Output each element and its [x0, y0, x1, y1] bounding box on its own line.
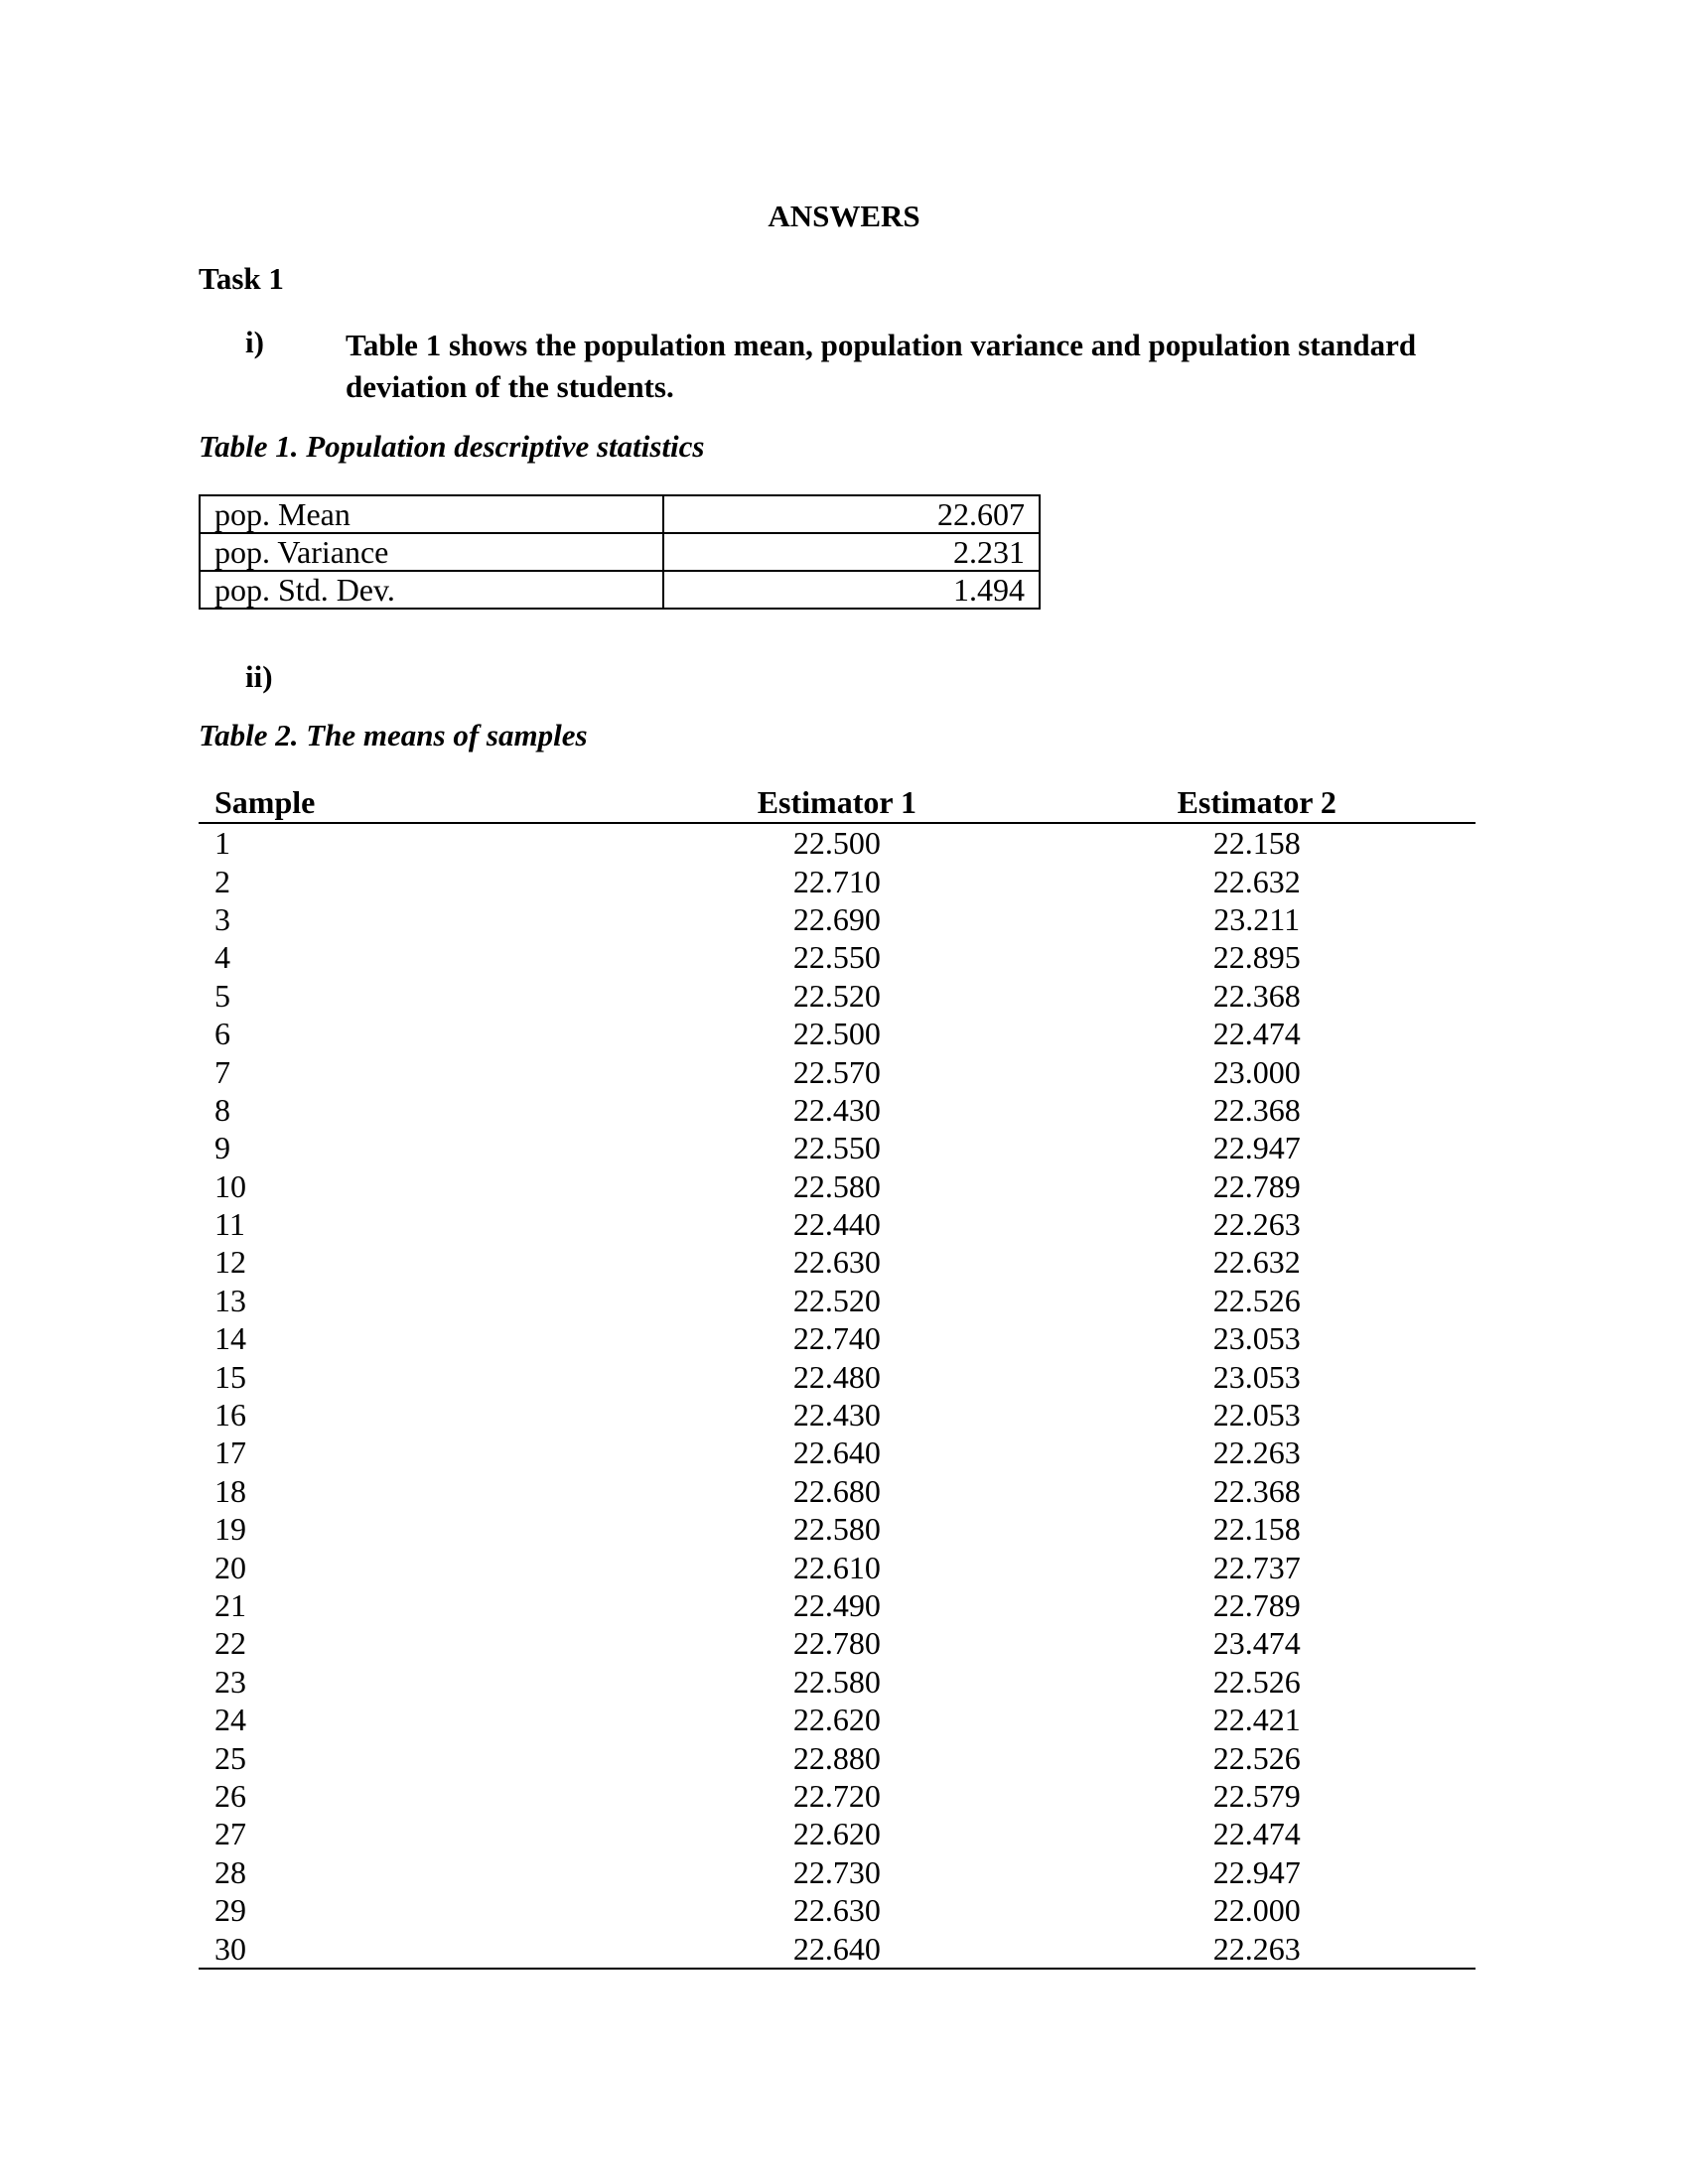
estimator-1-value: 22.550	[792, 1130, 881, 1166]
estimator-1-value: 22.710	[792, 863, 881, 899]
table-row	[199, 938, 1476, 976]
table2-caption: Table 2. The means of samples	[199, 718, 588, 752]
sample-number: 21	[214, 1587, 246, 1623]
estimator-2-value: 22.421	[1212, 1702, 1301, 1738]
sample-number: 15	[214, 1358, 246, 1395]
stat-value: 1.494	[663, 571, 1040, 609]
estimator-1-value: 22.430	[792, 1091, 881, 1128]
estimator-1-value: 22.550	[792, 939, 881, 976]
estimator-1-value: 22.500	[792, 1016, 881, 1052]
estimator-2-value: 22.474	[1212, 1816, 1301, 1852]
estimator-2-value: 22.526	[1212, 1663, 1301, 1700]
table-row	[199, 1243, 1476, 1281]
table-row	[200, 495, 1040, 533]
estimator-2-value: 22.368	[1212, 1091, 1301, 1128]
estimator-1-value: 22.620	[792, 1816, 881, 1852]
table-row	[199, 823, 1476, 862]
estimator-2-value: 22.526	[1212, 1282, 1301, 1318]
sample-number: 8	[214, 1091, 230, 1128]
sample-number: 24	[214, 1702, 246, 1738]
estimator-2-value: 22.947	[1212, 1130, 1301, 1166]
table-row	[199, 1624, 1476, 1662]
estimator-1-value: 22.430	[792, 1397, 881, 1433]
estimator-2-value: 22.632	[1212, 863, 1301, 899]
header-estimator-1: Estimator 1	[635, 782, 1038, 823]
sample-number: 12	[214, 1244, 246, 1281]
table-row	[199, 1282, 1476, 1319]
item-i-text: Table 1 shows the population mean, population variance and population standard deviation of the students.	[346, 328, 1417, 404]
sample-number: 19	[214, 1511, 246, 1548]
estimator-1-value: 22.690	[792, 900, 881, 937]
sample-number: 29	[214, 1892, 246, 1929]
estimator-2-value: 22.158	[1212, 1511, 1301, 1548]
estimator-1-value: 22.640	[792, 1434, 881, 1471]
sample-number: 1	[214, 825, 230, 862]
item-ii-number: ii)	[245, 659, 273, 694]
table-row	[199, 1510, 1476, 1548]
table-row	[199, 1586, 1476, 1624]
table-row	[199, 1853, 1476, 1891]
table-row	[199, 1015, 1476, 1052]
table-row	[199, 1663, 1476, 1701]
estimator-1-value: 22.480	[792, 1358, 881, 1395]
sample-number: 4	[214, 939, 230, 976]
table-row	[199, 1472, 1476, 1510]
table-row	[199, 1738, 1476, 1776]
estimator-2-value: 22.526	[1212, 1739, 1301, 1776]
table-row	[199, 1891, 1476, 1929]
sample-number: 26	[214, 1777, 246, 1814]
table-row	[199, 1777, 1476, 1815]
estimator-2-value: 22.632	[1212, 1244, 1301, 1281]
sample-number: 11	[214, 1206, 245, 1243]
table-row	[199, 1815, 1476, 1852]
sample-number: 18	[214, 1472, 246, 1509]
estimator-1-value: 22.580	[792, 1167, 881, 1204]
table-row	[200, 533, 1040, 571]
table1-caption: Table 1. Population descriptive statistics	[199, 429, 705, 464]
estimator-1-value: 22.580	[792, 1663, 881, 1700]
stat-label: pop. Variance	[200, 533, 663, 571]
estimator-2-value: 22.158	[1212, 825, 1301, 862]
table-row	[199, 1129, 1476, 1166]
sample-number: 20	[214, 1549, 246, 1585]
stat-value: 22.607	[663, 495, 1040, 533]
sample-number: 25	[214, 1739, 246, 1776]
estimator-1-value: 22.500	[792, 825, 881, 862]
table-row	[199, 1052, 1476, 1090]
estimator-2-value: 23.474	[1212, 1625, 1301, 1662]
estimator-1-value: 22.640	[635, 1929, 1038, 1968]
table-row	[199, 1205, 1476, 1243]
sample-number: 27	[214, 1816, 246, 1852]
table-row	[199, 1433, 1476, 1471]
estimator-1-value: 22.520	[792, 1282, 881, 1318]
estimator-2-value: 22.053	[1212, 1397, 1301, 1433]
estimator-2-value: 22.947	[1212, 1853, 1301, 1890]
sample-number: 9	[214, 1130, 230, 1166]
stat-label: pop. Mean	[200, 495, 663, 533]
page-title: ANSWERS	[768, 199, 920, 233]
table-header-row	[199, 782, 1476, 823]
estimator-1-value: 22.490	[792, 1587, 881, 1623]
sample-number: 5	[214, 977, 230, 1014]
estimator-2-value: 22.737	[1212, 1549, 1301, 1585]
estimator-1-value: 22.610	[792, 1549, 881, 1585]
estimator-2-value: 22.579	[1212, 1777, 1301, 1814]
estimator-2-value: 22.474	[1212, 1016, 1301, 1052]
sample-number: 23	[214, 1663, 246, 1700]
estimator-2-value: 22.895	[1212, 939, 1301, 976]
table-row	[199, 1091, 1476, 1129]
sample-number: 13	[214, 1282, 246, 1318]
sample-number: 28	[214, 1853, 246, 1890]
sample-number: 6	[214, 1016, 230, 1052]
sample-number: 17	[214, 1434, 246, 1471]
table-row	[199, 1929, 1476, 1968]
estimator-1-value: 22.580	[792, 1511, 881, 1548]
estimator-2-value: 22.263	[1038, 1929, 1476, 1968]
estimator-1-value: 22.730	[792, 1853, 881, 1890]
table-row	[199, 900, 1476, 938]
header-sample: Sample	[199, 782, 635, 823]
estimator-1-value: 22.680	[792, 1472, 881, 1509]
stat-label: pop. Std. Dev.	[200, 571, 663, 609]
table-row	[200, 571, 1040, 609]
table-row	[199, 862, 1476, 899]
table-row	[199, 977, 1476, 1015]
table-row	[199, 1701, 1476, 1738]
item-i-number: i)	[245, 325, 264, 359]
estimator-2-value: 23.053	[1212, 1320, 1301, 1357]
estimator-1-value: 22.440	[792, 1206, 881, 1243]
header-estimator-2: Estimator 2	[1038, 782, 1476, 823]
task-heading: Task 1	[199, 261, 284, 296]
estimator-2-value: 23.000	[1212, 1053, 1301, 1090]
sample-number: 7	[214, 1053, 230, 1090]
estimator-1-value: 22.630	[792, 1892, 881, 1929]
estimator-2-value: 22.000	[1212, 1892, 1301, 1929]
table-row	[199, 1357, 1476, 1395]
estimator-1-value: 22.520	[792, 977, 881, 1014]
estimator-1-value: 22.630	[792, 1244, 881, 1281]
estimator-2-value: 22.368	[1212, 1472, 1301, 1509]
sample-number: 2	[214, 863, 230, 899]
table-row	[199, 1319, 1476, 1357]
sample-number: 10	[214, 1167, 246, 1204]
sample-number: 30	[199, 1929, 635, 1968]
population-stats-table	[199, 494, 1041, 610]
estimator-2-value: 22.368	[1212, 977, 1301, 1014]
estimator-2-value: 23.211	[1213, 900, 1301, 937]
estimator-1-value: 22.780	[792, 1625, 881, 1662]
sample-number: 3	[214, 900, 230, 937]
stat-value: 2.231	[663, 533, 1040, 571]
estimator-2-value: 22.263	[1212, 1434, 1301, 1471]
estimator-1-value: 22.720	[792, 1777, 881, 1814]
estimator-2-value: 22.789	[1212, 1167, 1301, 1204]
estimator-2-value: 23.053	[1212, 1358, 1301, 1395]
estimator-1-value: 22.740	[792, 1320, 881, 1357]
estimator-1-value: 22.570	[792, 1053, 881, 1090]
sample-number: 22	[214, 1625, 246, 1662]
sample-number: 16	[214, 1397, 246, 1433]
table-row	[199, 1167, 1476, 1205]
estimator-2-value: 22.263	[1212, 1206, 1301, 1243]
sample-number: 14	[214, 1320, 246, 1357]
table-row	[199, 1548, 1476, 1585]
estimator-1-value: 22.620	[792, 1702, 881, 1738]
table-row	[199, 1396, 1476, 1433]
estimator-1-value: 22.880	[792, 1739, 881, 1776]
estimator-2-value: 22.789	[1212, 1587, 1301, 1623]
sample-means-table	[199, 782, 1476, 1970]
